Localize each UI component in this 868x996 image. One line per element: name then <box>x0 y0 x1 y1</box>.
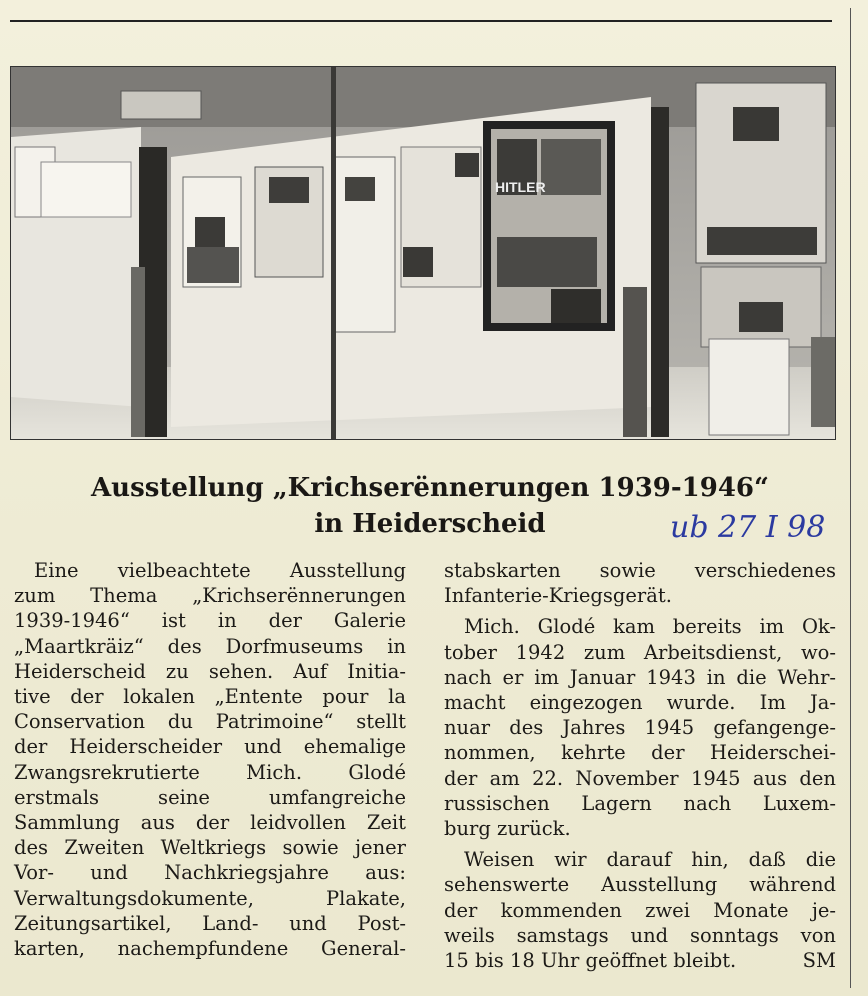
exhibition-photo <box>10 66 836 440</box>
text-line: der kommenden zwei Monate je- <box>444 898 836 922</box>
text-line: 15 bis 18 Uhr geöffnet bleibt. <box>444 949 737 973</box>
handwritten-date-note: ub 27 I 98 <box>670 510 826 545</box>
top-rule <box>10 20 832 22</box>
text-line: der am 22. November 1945 aus den <box>444 766 836 790</box>
text-line: Conservation du Patrimoine“ stellt <box>14 710 406 734</box>
text-line: tive der lokalen „Entente pour la <box>14 685 406 709</box>
text-line: Mich. Glodé kam bereits im Ok- <box>464 615 836 639</box>
text-line: nach er im Januar 1943 in die Wehr- <box>444 665 836 689</box>
text-line: erstmals seine umfangreiche <box>14 785 406 809</box>
text-line: „Maartkräiz“ des Dorfmuseums in <box>14 634 406 658</box>
text-line: nuar des Jahres 1945 gefangenge- <box>444 716 836 740</box>
headline-line-1: Ausstellung „Krichserënnerungen 1939-1946“ <box>91 473 769 503</box>
text-line: der Heiderscheider und ehemalige <box>14 735 406 759</box>
text-line: stabskarten sowie verschiedenes <box>444 559 836 582</box>
text-line: des Zweiten Weltkriegs sowie jener <box>14 836 406 860</box>
text-line: macht eingezogen wurde. Im Ja- <box>444 691 836 715</box>
text-line: sehenswerte Ausstellung während <box>444 873 836 897</box>
text-line: russischen Lagern nach Luxem- <box>444 791 836 815</box>
text-line: Eine vielbeachtete Ausstellung <box>34 559 406 582</box>
text-line: tober 1942 zum Arbeitsdienst, wo- <box>444 640 836 664</box>
right-column <box>444 558 836 973</box>
text-line: Vor- und Nachkriegsjahre aus: <box>14 861 406 885</box>
column-rule <box>850 8 851 988</box>
text-line: Infanterie-Kriegsgerät. <box>444 584 672 608</box>
text-line: zum Thema „Krichserënnerungen <box>14 584 406 608</box>
text-line: Zwangsrekrutierte Mich. Glodé <box>14 760 406 784</box>
headline-line-2: in Heiderscheid <box>314 509 546 539</box>
text-line: 1939-1946“ ist in der Galerie <box>14 609 406 633</box>
text-line: nommen, kehrte der Heiderschei- <box>444 741 836 765</box>
text-line: karten, nachempfundene General- <box>14 937 406 961</box>
text-line: burg zurück. <box>444 817 571 841</box>
text-line: Sammlung aus der leidvollen Zeit <box>14 811 406 835</box>
author-signature: SM <box>802 949 836 973</box>
text-line: weils samstags und sonntags von <box>444 923 836 947</box>
poster-text: HITLER <box>495 179 546 195</box>
text-line: Heiderscheid zu sehen. Auf Initia- <box>14 659 406 683</box>
text-line: Weisen wir darauf hin, daß die <box>464 848 836 872</box>
text-line: Verwaltungsdokumente, Plakate, <box>14 886 406 910</box>
left-column <box>14 558 406 961</box>
exhibition-photo-drawing <box>11 67 835 439</box>
closing-line <box>444 948 836 973</box>
text-line: Zeitungsartikel, Land- und Post- <box>14 911 406 935</box>
